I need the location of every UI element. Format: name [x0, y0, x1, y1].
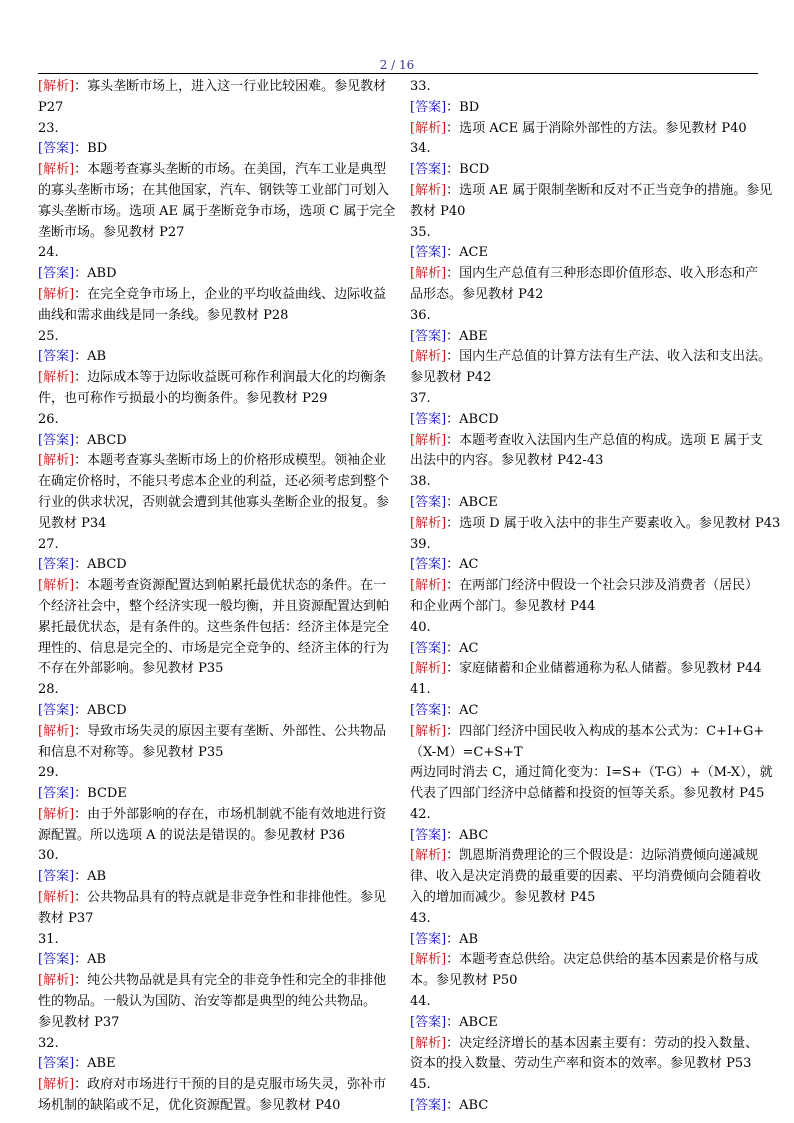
- line-text: ：纯公共物品就是具有完全的非竞争性和完全的非排他: [74, 973, 387, 989]
- text-line: [410, 368, 760, 389]
- left-column: [38, 77, 396, 1117]
- line-text: ：本题考查总供给。决定总供给的基本因素是价格与成: [446, 952, 759, 968]
- line-text: 23.: [38, 120, 59, 136]
- text-line: [410, 846, 760, 867]
- line-text: ：ACE: [446, 245, 488, 261]
- analysis-label: [解析]: [38, 79, 75, 94]
- line-text: ：ABD: [74, 266, 117, 282]
- line-text: 代表了四部门经济中总储蓄和投资的恒等关系。参见教材 P45: [410, 786, 765, 802]
- text-line: [410, 389, 760, 410]
- text-line: [38, 846, 388, 867]
- analysis-label: [解析]: [410, 182, 447, 198]
- line-text: 43.: [410, 910, 431, 926]
- text-line: [38, 784, 388, 805]
- text-line: [410, 1034, 760, 1055]
- line-text: 和信息不对称等。参见教材 P35: [38, 744, 224, 760]
- text-line: [410, 431, 763, 452]
- text-line: [410, 639, 760, 660]
- line-text: 和企业两个部门。参见教材 P44: [410, 598, 596, 614]
- text-line: [410, 119, 760, 140]
- answer-label: [答案]: [410, 702, 447, 718]
- line-text: ：家庭储蓄和企业储蓄通称为私人储蓄。参见教材 P44: [446, 661, 762, 677]
- line-text: 40.: [410, 619, 431, 635]
- text-line: [38, 639, 388, 660]
- text-line: [38, 909, 388, 930]
- text-line: [410, 763, 773, 784]
- analysis-label: [解析]: [38, 370, 75, 386]
- text-line: [38, 431, 388, 452]
- text-line: [38, 1034, 388, 1055]
- line-text: 理性的、信息是完全的、市场是完全竞争的、经济主体的行为: [38, 640, 390, 656]
- header-rule: [38, 73, 758, 74]
- line-text: 30.: [38, 848, 59, 864]
- line-text: 28.: [38, 682, 59, 698]
- line-text: 源配置。所以选项 A 的说法是错误的。参见教材 P36: [38, 827, 346, 843]
- text-line: [38, 826, 388, 847]
- line-text: P27: [38, 99, 64, 115]
- answer-label: [答案]: [38, 952, 75, 968]
- line-text: 不存在外部影响。参见教材 P35: [38, 661, 224, 677]
- text-line: [38, 514, 388, 535]
- text-line: [410, 493, 760, 514]
- text-line: [38, 139, 388, 160]
- line-text: 的寡头垄断市场；在其他国家，汽车、钢铁等工业部门可划入: [38, 182, 390, 198]
- answer-label: [答案]: [410, 557, 447, 573]
- text-line: [38, 389, 388, 410]
- text-line: [410, 285, 760, 306]
- text-line: [410, 160, 760, 181]
- text-line: [38, 1096, 388, 1117]
- line-text: ：导致市场失灵的原因主要有垄断、外部性、公共物品: [74, 723, 387, 739]
- answer-label: [答案]: [410, 328, 447, 344]
- analysis-label: [解析]: [38, 162, 75, 178]
- answer-label: [答案]: [38, 557, 75, 573]
- text-line: [410, 1096, 760, 1117]
- line-text: ：国内生产总值的计算方法有生产法、收入法和支出法。: [446, 349, 772, 365]
- line-text: ：ABCD: [446, 411, 499, 427]
- line-text: ：ABC: [446, 827, 489, 843]
- text-line: [410, 576, 760, 597]
- text-line: [38, 950, 388, 971]
- text-line: [38, 680, 388, 701]
- analysis-label: [解析]: [410, 952, 447, 968]
- answer-label: [答案]: [38, 349, 75, 365]
- analysis-label: [解析]: [38, 1077, 75, 1093]
- line-text: 37.: [410, 390, 431, 406]
- text-line: [410, 701, 760, 722]
- line-text: ：ABCD: [74, 432, 127, 448]
- text-line: [38, 743, 388, 764]
- line-text: ：BCD: [446, 162, 490, 178]
- analysis-label: [解析]: [410, 515, 447, 531]
- line-text: ：BD: [74, 141, 108, 157]
- text-line: [410, 139, 760, 160]
- line-text: ：AB: [446, 931, 479, 947]
- line-text: 件，也可称作亏损最小的均衡条件。参见教材 P29: [38, 390, 328, 406]
- line-text: 行业的供求状况，否则就会遭到其他寡头垄断企业的报复。参: [38, 494, 390, 510]
- text-line: [38, 327, 388, 348]
- line-text: 35.: [410, 224, 431, 240]
- analysis-label: [解析]: [410, 120, 447, 136]
- text-line: [38, 493, 388, 514]
- text-line: [38, 763, 388, 784]
- text-line: [38, 202, 396, 223]
- line-text: 31.: [38, 931, 59, 947]
- text-line: [38, 535, 388, 556]
- analysis-label: [解析]: [410, 578, 447, 594]
- line-text: 律、收入是决定消费的最重要的因素、平均消费倾向会随着收: [410, 869, 762, 885]
- answer-label: [答案]: [38, 266, 75, 282]
- text-line: [38, 555, 388, 576]
- text-line: [410, 618, 760, 639]
- text-line: [410, 514, 781, 535]
- text-line: [38, 992, 388, 1013]
- answer-label: [答案]: [38, 141, 75, 157]
- line-text: ：ABC: [446, 1098, 489, 1114]
- analysis-label: [解析]: [410, 432, 447, 448]
- text-line: [410, 826, 760, 847]
- line-text: 教材 P37: [38, 910, 94, 926]
- line-text: 见教材 P34: [38, 515, 107, 531]
- line-text: ：由于外部影响的存在，市场机制就不能有效地进行资: [74, 806, 387, 822]
- line-text: ：选项 AE 属于限制垄断和反对不正当竞争的措施。参见: [446, 182, 773, 198]
- line-text: ：BCDE: [74, 786, 127, 802]
- line-text: 44.: [410, 994, 431, 1010]
- text-line: [410, 597, 760, 618]
- answer-label: [答案]: [410, 411, 447, 427]
- text-line: [38, 119, 388, 140]
- line-text: ：ABCE: [446, 1014, 498, 1030]
- text-line: [410, 472, 760, 493]
- line-text: 45.: [410, 1077, 431, 1093]
- text-line: [410, 347, 772, 368]
- line-text: 38.: [410, 474, 431, 490]
- analysis-label: [解析]: [38, 453, 75, 469]
- analysis-label: [解析]: [38, 806, 75, 822]
- line-text: 42.: [410, 806, 431, 822]
- line-text: 参见教材 P37: [38, 1014, 120, 1030]
- text-line: [38, 472, 388, 493]
- text-line: [410, 181, 773, 202]
- answer-label: [答案]: [410, 494, 447, 510]
- line-text: ：在两部门经济中假设一个社会只涉及消费者（居民）: [446, 578, 759, 594]
- text-line: [410, 805, 760, 826]
- text-line: [410, 1013, 760, 1034]
- line-text: 性的物品。一般认为国防、治安等都是典型的纯公共物品。: [38, 994, 377, 1010]
- line-text: 两边同时消去 C，通过简化变为：I=S+（T-G）+（M-X），就: [410, 765, 773, 781]
- line-text: ：边际成本等于边际收益既可称作利润最大化的均衡条: [74, 370, 387, 386]
- line-text: ：选项 ACE 属于消除外部性的方法。参见教材 P40: [446, 120, 747, 136]
- text-line: [38, 410, 388, 431]
- text-line: [410, 1054, 760, 1075]
- line-text: 累托最优状态，是有条件的。这些条件包括：经济主体是完全: [38, 619, 390, 635]
- line-text: 24.: [38, 245, 59, 261]
- text-line: [410, 888, 760, 909]
- analysis-label: [解析]: [410, 349, 447, 365]
- text-line: [38, 264, 388, 285]
- line-text: ：公共物品具有的特点就是非竞争性和非排他性。参见: [74, 890, 387, 906]
- text-line: [410, 930, 760, 951]
- line-text: 资本的投入数量、劳动生产率和资本的效率。参见教材 P53: [410, 1056, 752, 1072]
- text-line: [410, 722, 765, 743]
- analysis-label: [解析]: [38, 723, 75, 739]
- text-line: [38, 805, 388, 826]
- analysis-label: [解析]: [410, 661, 447, 677]
- line-text: （X-M）=C+S+T: [410, 744, 523, 760]
- line-text: ：选项 D 属于收入法中的非生产要素收入。参见教材 P43: [446, 515, 781, 531]
- text-line: [410, 950, 760, 971]
- analysis-label: [解析]: [410, 266, 447, 282]
- line-text: ：ABE: [74, 1056, 116, 1072]
- text-line: [38, 888, 388, 909]
- page-number: 2 / 16: [379, 58, 415, 72]
- line-text: 场机制的缺陷或不足，优化资源配置。参见教材 P40: [38, 1098, 341, 1114]
- analysis-label: [解析]: [410, 1035, 447, 1051]
- line-text: 寡头垄断市场。选项 AE 属于垄断竞争市场，选项 C 属于完全: [38, 203, 396, 219]
- text-line: [410, 327, 760, 348]
- text-line: [410, 1075, 760, 1096]
- text-line: [410, 98, 760, 119]
- line-text: ：本题考查资源配置达到帕累托最优状态的条件。在一: [74, 578, 387, 594]
- analysis-label: [解析]: [410, 848, 447, 864]
- text-line: [38, 1054, 388, 1075]
- line-text: ：ABCD: [74, 702, 127, 718]
- text-line: [410, 784, 765, 805]
- line-text: 入的增加而减少。参见教材 P45: [410, 890, 596, 906]
- line-text: 41.: [410, 682, 431, 698]
- text-line: [38, 451, 388, 472]
- line-text: ：四部门经济中国民收入构成的基本公式为：C+I+G+: [446, 723, 765, 739]
- line-text: ：国内生产总值有三种形态即价值形态、收入形态和产: [446, 266, 759, 282]
- line-text: 39.: [410, 536, 431, 552]
- answer-label: [答案]: [410, 640, 447, 656]
- answer-label: [答案]: [38, 702, 75, 718]
- line-text: 在确定价格时，不能只考虑本企业的利益，还必须考虑到整个: [38, 474, 390, 490]
- line-text: 34.: [410, 141, 431, 157]
- line-text: ：AC: [446, 640, 479, 656]
- answer-label: [答案]: [410, 931, 447, 947]
- text-line: [38, 659, 388, 680]
- line-text: ：本题考查寡头垄断市场上的价格形成模型。领袖企业: [74, 453, 387, 469]
- text-line: [38, 1013, 388, 1034]
- text-line: [38, 347, 388, 368]
- text-line: [410, 77, 760, 98]
- text-line: [410, 451, 760, 472]
- answer-label: [答案]: [410, 245, 447, 261]
- text-line: [410, 243, 760, 264]
- text-line: [38, 971, 388, 992]
- text-line: [410, 992, 760, 1013]
- text-line: [38, 243, 388, 264]
- line-text: ：AC: [446, 702, 479, 718]
- line-text: ：寡头垄断市场上，进入这一行业比较困难。参见教材: [74, 79, 387, 94]
- answer-label: [答案]: [410, 1098, 447, 1114]
- text-line: [38, 618, 388, 639]
- line-text: 29.: [38, 765, 59, 781]
- text-line: [38, 867, 388, 888]
- text-line: [38, 701, 388, 722]
- line-text: 33.: [410, 79, 431, 94]
- line-text: 教材 P40: [410, 203, 466, 219]
- text-line: [38, 597, 388, 618]
- line-text: 36.: [410, 307, 431, 323]
- line-text: ：决定经济增长的基本因素主要有：劳动的投入数量、: [446, 1035, 759, 1051]
- text-line: [38, 576, 388, 597]
- answer-label: [答案]: [410, 1014, 447, 1030]
- line-text: 出法中的内容。参见教材 P42-43: [410, 453, 604, 469]
- analysis-label: [解析]: [38, 973, 75, 989]
- answer-label: [答案]: [410, 99, 447, 115]
- right-column: [410, 77, 781, 1117]
- line-text: 26.: [38, 411, 59, 427]
- text-line: [38, 1075, 388, 1096]
- text-line: [38, 160, 388, 181]
- line-text: ：AB: [74, 349, 107, 365]
- line-text: 本。参见教材 P50: [410, 973, 518, 989]
- text-line: [38, 368, 388, 389]
- line-text: 垄断市场。参见教材 P27: [38, 224, 185, 240]
- text-line: [38, 181, 388, 202]
- text-line: [38, 77, 388, 98]
- text-line: [410, 223, 760, 244]
- text-line: [410, 743, 760, 764]
- line-text: 25.: [38, 328, 59, 344]
- text-line: [38, 98, 388, 119]
- analysis-label: [解析]: [410, 723, 447, 739]
- answer-label: [答案]: [410, 827, 447, 843]
- line-text: ：AB: [74, 869, 107, 885]
- text-line: [38, 285, 388, 306]
- line-text: 曲线和需求曲线是同一条线。参见教材 P28: [38, 307, 289, 323]
- line-text: ：AC: [446, 557, 479, 573]
- analysis-label: [解析]: [38, 286, 75, 302]
- line-text: ：政府对市场进行干预的目的是克服市场失灵，弥补市: [74, 1077, 387, 1093]
- line-text: ：在完全竞争市场上，企业的平均收益曲线、边际收益: [74, 286, 387, 302]
- line-text: ：凯恩斯消费理论的三个假设是：边际消费倾向递减规: [446, 848, 759, 864]
- line-text: 27.: [38, 536, 59, 552]
- text-line: [410, 535, 760, 556]
- answer-label: [答案]: [38, 1056, 75, 1072]
- line-text: ：BD: [446, 99, 480, 115]
- text-line: [38, 306, 388, 327]
- text-line: [410, 264, 760, 285]
- line-text: ：ABCE: [446, 494, 498, 510]
- text-line: [38, 722, 388, 743]
- line-text: 品形态。参见教材 P42: [410, 286, 544, 302]
- text-line: [410, 909, 760, 930]
- line-text: ：本题考查收入法国内生产总值的构成。选项 E 属于支: [446, 432, 763, 448]
- text-line: [410, 202, 760, 223]
- answer-label: [答案]: [38, 869, 75, 885]
- answer-label: [答案]: [38, 432, 75, 448]
- analysis-label: [解析]: [38, 578, 75, 594]
- text-line: [410, 971, 760, 992]
- line-text: ：ABCD: [74, 557, 127, 573]
- line-text: ：ABE: [446, 328, 488, 344]
- line-text: ：AB: [74, 952, 107, 968]
- answer-label: [答案]: [410, 162, 447, 178]
- line-text: ：本题考查寡头垄断的市场。在美国，汽车工业是典型: [74, 162, 387, 178]
- text-line: [410, 659, 760, 680]
- line-text: 个经济社会中，整个经济实现一般均衡，并且资源配置达到帕: [38, 598, 390, 614]
- text-line: [410, 410, 760, 431]
- text-line: [38, 223, 388, 244]
- answer-label: [答案]: [38, 786, 75, 802]
- text-line: [38, 930, 388, 951]
- text-line: [410, 867, 760, 888]
- text-line: [410, 555, 760, 576]
- text-line: [410, 680, 760, 701]
- text-line: [410, 306, 760, 327]
- analysis-label: [解析]: [38, 890, 75, 906]
- line-text: 32.: [38, 1035, 59, 1051]
- line-text: 参见教材 P42: [410, 370, 492, 386]
